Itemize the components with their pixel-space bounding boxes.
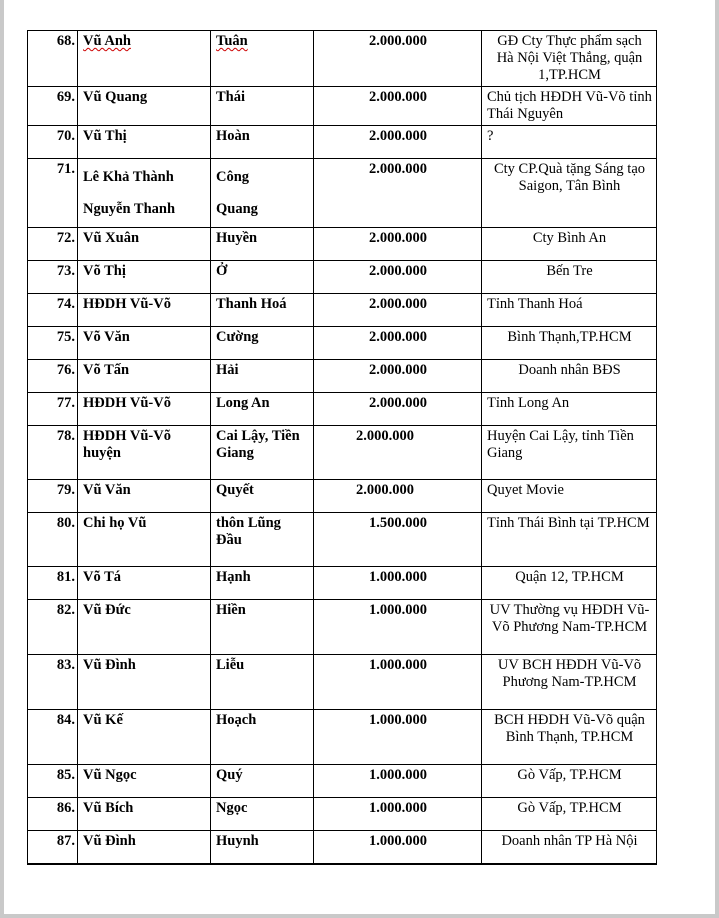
amount-cell: 2.000.000 bbox=[314, 294, 482, 327]
family-name-cell: HĐDH Vũ-Võ bbox=[78, 393, 211, 426]
given-name-cell: Huynh bbox=[211, 831, 314, 864]
note-cell: Cty CP.Quà tặng Sáng tạo Saigon, Tân Bình bbox=[482, 159, 657, 228]
document-page bbox=[4, 0, 715, 914]
table-row bbox=[28, 87, 657, 126]
note-cell: Tỉnh Thanh Hoá bbox=[482, 294, 657, 327]
family-name-cell: Võ Thị bbox=[78, 261, 211, 294]
family-name-cell: Võ Văn bbox=[78, 327, 211, 360]
given-name-cell: Quý bbox=[211, 765, 314, 798]
amount-cell: 2.000.000 bbox=[314, 31, 482, 87]
note-cell: ? bbox=[482, 126, 657, 159]
given-name-cell: Tuân bbox=[211, 31, 314, 87]
table-row bbox=[28, 261, 657, 294]
amount-cell: 2.000.000 bbox=[314, 360, 482, 393]
note-cell: BCH HĐDH Vũ-Võ quận Bình Thạnh, TP.HCM bbox=[482, 710, 657, 765]
family-name-cell: Võ Tá bbox=[78, 567, 211, 600]
given-name-cell: Hạnh bbox=[211, 567, 314, 600]
family-name-cell: Vũ Thị bbox=[78, 126, 211, 159]
note-cell: Tỉnh Long An bbox=[482, 393, 657, 426]
note-cell: Tỉnh Thái Bình tại TP.HCM bbox=[482, 513, 657, 567]
note-cell: Quyet Movie bbox=[482, 480, 657, 513]
given-name-cell: Cai Lậy, Tiền Giang bbox=[211, 426, 314, 480]
row-number-cell: 75. bbox=[28, 327, 78, 360]
table-row bbox=[28, 831, 657, 864]
row-number-cell: 82. bbox=[28, 600, 78, 655]
family-name-cell: Vũ Ngọc bbox=[78, 765, 211, 798]
row-number-cell: 78. bbox=[28, 426, 78, 480]
amount-cell: 1.000.000 bbox=[314, 710, 482, 765]
amount-cell: 1.500.000 bbox=[314, 513, 482, 567]
amount-cell: 2.000.000 bbox=[314, 393, 482, 426]
note-cell: Huyện Cai Lậy, tỉnh Tiền Giang bbox=[482, 426, 657, 480]
table-row bbox=[28, 159, 657, 228]
note-cell: Gò Vấp, TP.HCM bbox=[482, 765, 657, 798]
table-row bbox=[28, 294, 657, 327]
table-row bbox=[28, 513, 657, 567]
amount-cell: 2.000.000 bbox=[314, 327, 482, 360]
row-number-cell: 73. bbox=[28, 261, 78, 294]
amount-cell: 1.000.000 bbox=[314, 600, 482, 655]
note-cell: UV BCH HĐDH Vũ-Võ Phương Nam-TP.HCM bbox=[482, 655, 657, 710]
note-cell: Cty Bình An bbox=[482, 228, 657, 261]
row-number-cell: 69. bbox=[28, 87, 78, 126]
amount-cell: 2.000.000 bbox=[314, 228, 482, 261]
family-name-cell: Vũ Văn bbox=[78, 480, 211, 513]
family-name-cell: Vũ Đức bbox=[78, 600, 211, 655]
given-name-cell: Long An bbox=[211, 393, 314, 426]
given-name-cell: Thái bbox=[211, 87, 314, 126]
row-number-cell: 70. bbox=[28, 126, 78, 159]
given-name-cell: Hoàn bbox=[211, 126, 314, 159]
amount-cell: 1.000.000 bbox=[314, 798, 482, 831]
given-name-cell: thôn Lũng Đầu bbox=[211, 513, 314, 567]
family-name-cell: Võ Tấn bbox=[78, 360, 211, 393]
amount-cell: 2.000.000 bbox=[314, 126, 482, 159]
amount-cell: 1.000.000 bbox=[314, 765, 482, 798]
note-cell: Bình Thạnh,TP.HCM bbox=[482, 327, 657, 360]
row-number-cell: 72. bbox=[28, 228, 78, 261]
table-row bbox=[28, 327, 657, 360]
family-name-cell: Vũ Xuân bbox=[78, 228, 211, 261]
table-row bbox=[28, 710, 657, 765]
row-number-cell: 81. bbox=[28, 567, 78, 600]
amount-cell: 2.000.000 bbox=[314, 159, 482, 228]
note-cell: Gò Vấp, TP.HCM bbox=[482, 798, 657, 831]
given-name-cell: Quyết bbox=[211, 480, 314, 513]
table-row bbox=[28, 31, 657, 87]
table-row bbox=[28, 765, 657, 798]
table-row bbox=[28, 798, 657, 831]
amount-cell: 2.000.000 bbox=[314, 261, 482, 294]
family-name-cell: HĐDH Vũ-Võ bbox=[78, 294, 211, 327]
given-name-cell: Huyền bbox=[211, 228, 314, 261]
table-row bbox=[28, 600, 657, 655]
family-name-cell: Vũ Đình bbox=[78, 655, 211, 710]
row-number-cell: 77. bbox=[28, 393, 78, 426]
row-number-cell: 87. bbox=[28, 831, 78, 864]
note-cell: Quận 12, TP.HCM bbox=[482, 567, 657, 600]
family-name-cell: Vũ Quang bbox=[78, 87, 211, 126]
table-row bbox=[28, 567, 657, 600]
amount-cell: 2.000.000 bbox=[314, 87, 482, 126]
note-cell: GĐ Cty Thực phẩm sạch Hà Nội Việt Thắng, quận 1,TP.HCM bbox=[482, 31, 657, 87]
row-number-cell: 71. bbox=[28, 159, 78, 228]
amount-cell: 2.000.000 bbox=[314, 480, 482, 513]
table-row bbox=[28, 480, 657, 513]
amount-cell: 1.000.000 bbox=[314, 567, 482, 600]
given-name-cell: Hoạch bbox=[211, 710, 314, 765]
given-name-cell: Hải bbox=[211, 360, 314, 393]
given-name-cell: Ở bbox=[211, 261, 314, 294]
table-row bbox=[28, 228, 657, 261]
row-number-cell: 74. bbox=[28, 294, 78, 327]
family-name-cell: Lê Khả Thành Nguyễn Thanh bbox=[78, 159, 211, 228]
given-name-cell: Công Quang bbox=[211, 159, 314, 228]
note-cell: Doanh nhân BĐS bbox=[482, 360, 657, 393]
family-name-cell: Vũ Kế bbox=[78, 710, 211, 765]
table-row bbox=[28, 126, 657, 159]
row-number-cell: 85. bbox=[28, 765, 78, 798]
family-name-cell: Vũ Đình bbox=[78, 831, 211, 864]
given-name-cell: Liễu bbox=[211, 655, 314, 710]
given-name-cell: Cường bbox=[211, 327, 314, 360]
table-row bbox=[28, 393, 657, 426]
family-name-cell: HĐDH Vũ-Võ huyện bbox=[78, 426, 211, 480]
donation-table bbox=[27, 30, 657, 865]
note-cell: UV Thường vụ HĐDH Vũ-Võ Phương Nam-TP.HCM bbox=[482, 600, 657, 655]
family-name-cell: Chi họ Vũ bbox=[78, 513, 211, 567]
note-cell: Bến Tre bbox=[482, 261, 657, 294]
row-number-cell: 79. bbox=[28, 480, 78, 513]
amount-cell: 1.000.000 bbox=[314, 831, 482, 864]
note-cell: Chủ tịch HĐDH Vũ-Võ tỉnh Thái Nguyên bbox=[482, 87, 657, 126]
table-body bbox=[28, 31, 657, 864]
row-number-cell: 84. bbox=[28, 710, 78, 765]
row-number-cell: 76. bbox=[28, 360, 78, 393]
amount-cell: 2.000.000 bbox=[314, 426, 482, 480]
amount-cell: 1.000.000 bbox=[314, 655, 482, 710]
row-number-cell: 86. bbox=[28, 798, 78, 831]
table-row bbox=[28, 360, 657, 393]
row-number-cell: 80. bbox=[28, 513, 78, 567]
family-name-cell: Vũ Bích bbox=[78, 798, 211, 831]
row-number-cell: 83. bbox=[28, 655, 78, 710]
family-name-cell: Vũ Anh bbox=[78, 31, 211, 87]
given-name-cell: Thanh Hoá bbox=[211, 294, 314, 327]
note-cell: Doanh nhân TP Hà Nội bbox=[482, 831, 657, 864]
table-row bbox=[28, 426, 657, 480]
given-name-cell: Hiền bbox=[211, 600, 314, 655]
row-number-cell: 68. bbox=[28, 31, 78, 87]
given-name-cell: Ngọc bbox=[211, 798, 314, 831]
table-row bbox=[28, 655, 657, 710]
